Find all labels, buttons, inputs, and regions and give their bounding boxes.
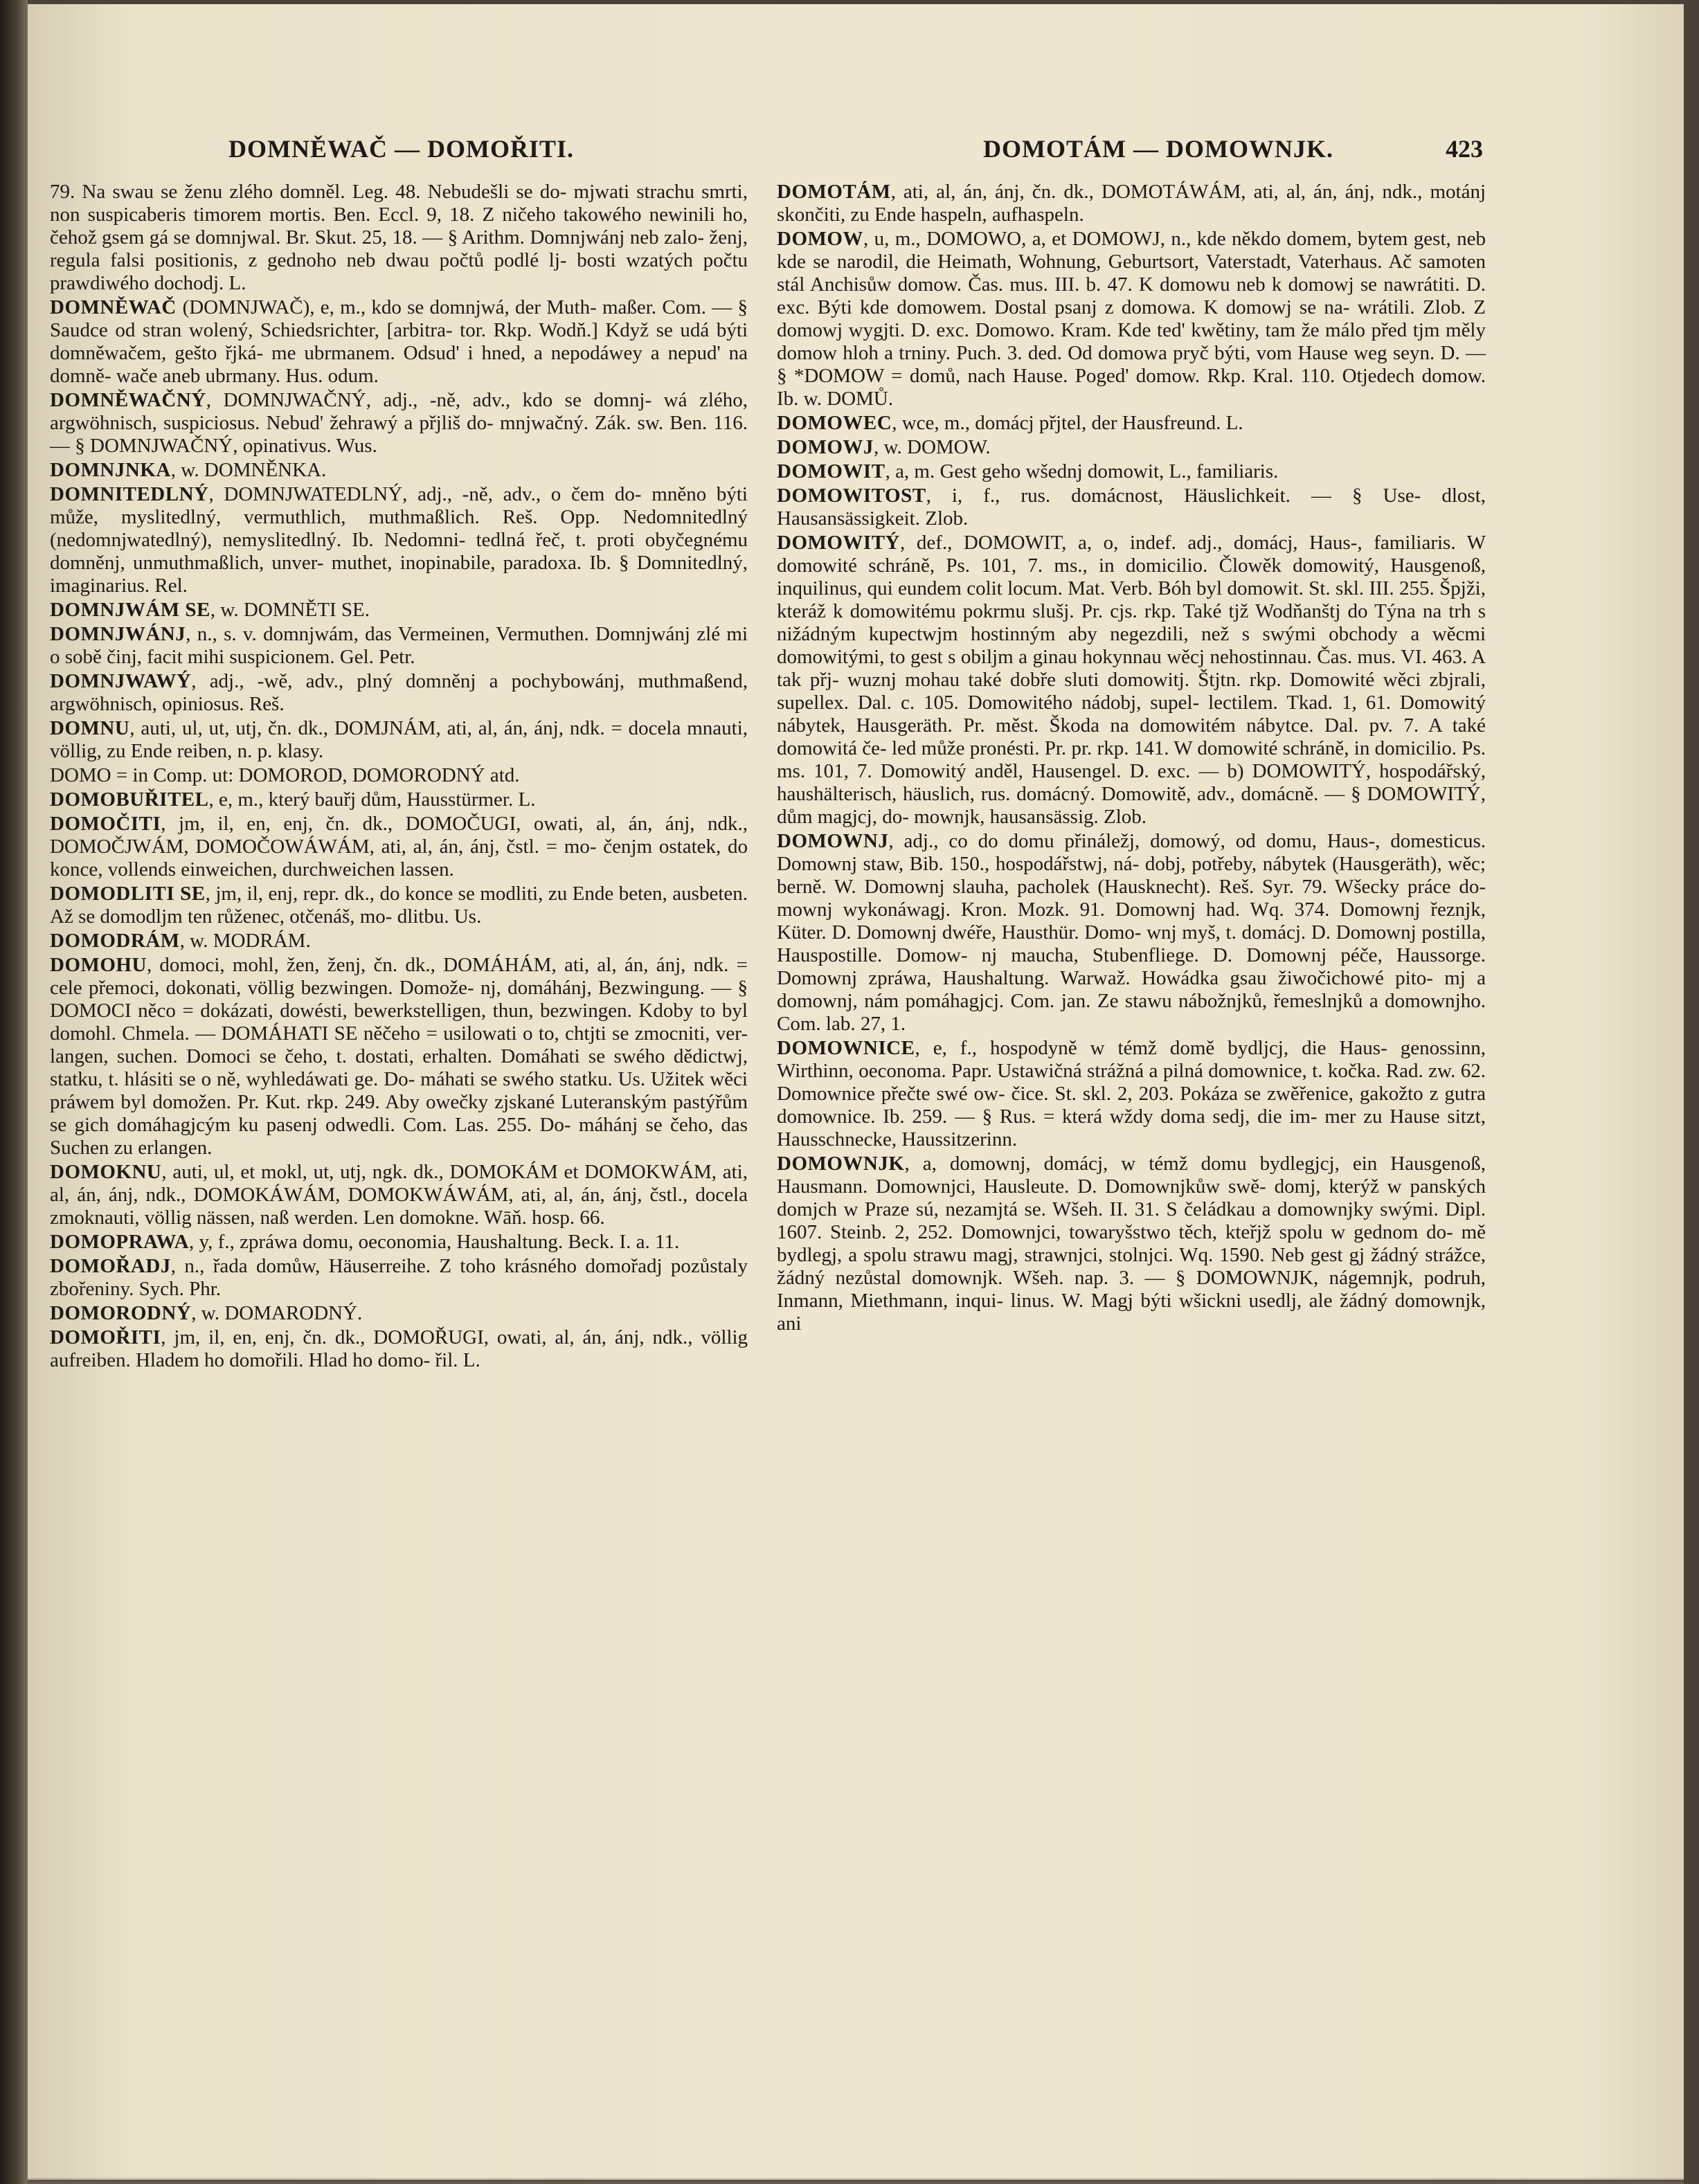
headword: DOMNĚWAČNÝ <box>50 389 206 411</box>
headword: DOMOWJ <box>777 436 874 458</box>
headword: DOMOW <box>777 228 863 250</box>
running-header-right: DOMOTÁM — DOMOWNJK. <box>983 135 1333 163</box>
dictionary-entry: DOMNJWÁM SE, w. DOMNĚTI SE. <box>50 599 370 621</box>
dictionary-entry: DOMOKNU, auti, ul, et mokl, ut, utj, ngk. dk., DOMOKÁM et DOMOKWÁM, ati, al, án, ánj, ndk., DOMOKÁWÁM, DOMOKWÁWÁM, ati, al, án, ánj, čstl., docela zmoknauti, völlig nässen, naß werden. Len domokne. Wāň. hosp. 66. <box>50 1161 748 1229</box>
headword: DOMNITEDLNÝ <box>50 483 209 505</box>
dictionary-entry: DOMOČITI, jm, il, en, enj, čn. dk., DOMOČUGI, owati, al, án, ánj, ndk., DOMOČJWÁM, DOMOČOWÁWÁM, ati, al, án, ánj, čstl. = mo- čenjm ostatek, do konce, vollends einweichen, durchweichen lassen. <box>50 813 748 881</box>
headword: DOMOWITOST <box>777 485 926 507</box>
headword: DOMOBUŘITEL <box>50 788 209 811</box>
dictionary-entry: DOMNITEDLNÝ, DOMNJWATEDLNÝ, adj., -ně, adv., o čem do- mněno býti může, myslitedlný, vermuthlich, muthmaßlich. Reš. Opp. Nedomnitedlný (nedomnjwatedlný), nemyslitedlný. Ib. Nedomni- tedlná řeč, t. proti obyčegnému domněnj, unmuthmaßlich, unver- muthet, inopinabile, paradoxa. Ib. § Domnitedlný, imaginarius. Rel. <box>50 483 748 597</box>
headword: DOMNJWÁNJ <box>50 623 186 645</box>
headword: DOMNĚWAČ <box>50 296 183 318</box>
headword: DOMOŘADJ <box>50 1255 171 1277</box>
dictionary-entry: DOMOWJ, w. DOMOW. <box>777 436 991 458</box>
headword: DOMOČITI <box>50 813 161 835</box>
headword: DOMNJWAWÝ <box>50 670 192 692</box>
dictionary-entry: DOMORODNÝ, w. DOMARODNÝ. <box>50 1302 363 1324</box>
dictionary-entry: DOMOWNICE, e, f., hospodyně w témž domě bydljcj, die Haus- genossinn, Wirthinn, oeconoma. Papr. Ustawičná strážná a pilná domownice, t. kočka. Rad. zw. 62. Domownice přečte swé ow- čice. St. skl. 2, 203. Pokáza se zwěřenice, gakožto z gutra domownice. Ib. 259. — § Rus. = která wždy doma sedj, die im- mer zu Hause sitzt, Hausschnecke, Haussitzerinn. <box>777 1037 1486 1150</box>
running-header-left: DOMNĚWAČ — DOMOŘITI. <box>228 135 575 163</box>
headword: DOMOPRAWA <box>50 1231 190 1253</box>
headword: DOMODRÁM <box>50 930 180 952</box>
dictionary-entry: DOMOWITOST, i, f., rus. domácnost, Häuslichkeit. — § Use- dlost, Hausansässigkeit. Zlob. <box>777 485 1486 530</box>
headword: DOMNU <box>50 717 130 739</box>
headword: DOMOWEC <box>777 412 892 434</box>
dictionary-entry: DOMNJNKA, w. DOMNĚNKA. <box>50 459 327 481</box>
headword: DOMOHU <box>50 954 147 976</box>
dictionary-page <box>28 4 1684 2180</box>
dictionary-entry: DOMOWIT, a, m. Gest geho wšednj domowit, L., familiaris. <box>777 460 1279 482</box>
left-column <box>50 181 748 1373</box>
headword: DOMORODNÝ <box>50 1302 192 1324</box>
dictionary-entry: DOMOŘADJ, n., řada domůw, Häuserreihe. Z toho krásného domořadj pozůstaly zbořeniny. Sych. Phr. <box>50 1255 748 1300</box>
book-spine <box>0 0 28 2184</box>
dictionary-entry: DOMOBUŘITEL, e, m., který bauřj dům, Hausstürmer. L. <box>50 788 536 811</box>
dictionary-entry: DOMNU, auti, ul, ut, utj, čn. dk., DOMJNÁM, ati, al, án, ánj, ndk. = docela mnauti, völlig, zu Ende reiben, n. p. klasy. <box>50 717 748 762</box>
right-column <box>777 181 1486 1337</box>
dictionary-entry: DOMNĚWAČ (DOMNJWAČ), e, m., kdo se domnjwá, der Muth- maßer. Com. — § Saudce od stran wolený, Schiedsrichter, [arbitra- tor. Rkp. Wodň.] Když se udá býti domněwačem, gešto řjká- me ubrmanem. Odsud' i hned, a nepodáwey a nepud' na domně- wače aneb ubrmany. Hus. odum. <box>50 296 748 387</box>
dictionary-entry: DOMNJWAWÝ, adj., -wě, adv., plný domněnj a pochybowánj, muthmaßend, argwöhnisch, opiniosus. Reš. <box>50 670 748 715</box>
headword: DOMOWNICE <box>777 1037 915 1059</box>
dictionary-entry: 79. Na swau se ženu zlého domněl. Leg. 48. Nebudešli se do- mjwati strachu smrti, non suspicaberis timorem mortis. Ben. Eccl. 9, 18. Z ničeho takowého newinili ho, čehož gsem gá se domnjwal. Br. Skut. 25, 18. — § Arithm. Domnjwánj neb zalo- ženj, regula falsi positionis, z gednoho neb dwau počtů podlé lj- bosti wzatých počtu prawdiwého dochodj. L. <box>50 181 748 294</box>
dictionary-entry: DOMOPRAWA, y, f., zpráwa domu, oeconomia, Haushaltung. Beck. I. a. 11. <box>50 1231 680 1253</box>
dictionary-entry: DOMO = in Comp. ut: DOMOROD, DOMORODNÝ atd. <box>50 764 520 786</box>
headword: DOMOTÁM <box>777 181 891 203</box>
dictionary-entry: DOMOTÁM, ati, al, án, ánj, čn. dk., DOMOTÁWÁM, ati, al, án, ánj, ndk., motánj skončiti, zu Ende haspeln, aufhaspeln. <box>777 181 1486 226</box>
dictionary-entry: DOMNĚWAČNÝ, DOMNJWAČNÝ, adj., -ně, adv., kdo se domnj- wá zlého, argwöhnisch, suspiciosus. Nebud' žehrawý a přjliš do- mnjwačný. Zák. sw. Ben. 116. — § DOMNJWAČNÝ, opinativus. Wus. <box>50 389 748 457</box>
headword: DOMODLITI SE <box>50 883 206 905</box>
headword: DOMOWNJ <box>777 830 889 852</box>
page-number: 423 <box>1446 135 1483 163</box>
headword: DOMOWNJK <box>777 1153 905 1175</box>
headword: DOMOWITÝ <box>777 532 900 554</box>
dictionary-entry: DOMOWNJ, adj., co do domu přináležj, domowý, od domu, Haus-, domesticus. Domownj staw, Bib. 150., hospodářstwj, ná- dobj, potřeby, nábytek (Hausgeräth), wěc; berně. W. Domownj slauha, pacholek (Hausknecht). Reš. Syr. 79. Wšecky práce do- mownj wykonáwagj. Kron. Mozk. 91. Domownj had. Wq. 374. Domownj řeznjk, Küter. D. Domownj dwéře, Hausthür. Domo- wnj myš, t. domácj. D. Domownj postilla, Hauspostille. Domow- nj maucha, Stubenfliege. D. Domownj péče, Haussorge. Domownj zpráwa, Haushaltung. Warwaž. Howádka gsau žiwočichowé pito- mj a domownj, nám pomáhagjcj. Com. jan. Ze stawu nábožnjků, řemeslnjků a domownjho. Com. lab. 27, 1. <box>777 830 1486 1035</box>
headword: DOMNJNKA <box>50 459 171 481</box>
headword: DOMOWIT <box>777 460 886 482</box>
headword: DOMOKNU <box>50 1161 162 1183</box>
dictionary-entry: DOMOWEC, wce, m., domácj přjtel, der Hausfreund. L. <box>777 412 1243 434</box>
headword: DOMOŘITI <box>50 1326 161 1348</box>
headword: DOMNJWÁM SE <box>50 599 210 621</box>
dictionary-entry: DOMODRÁM, w. MODRÁM. <box>50 930 311 952</box>
dictionary-entry: DOMOWITÝ, def., DOMOWIT, a, o, indef. adj., domácj, Haus-, familiaris. W domowité schráně, Ps. 101, 7. ms., in domicilio. Člowěk domowitý, Hausgenoß, inquilinus, qui eundem colit locum. Mat. Verb. Bóh byl domowit. St. skl. III. 255. Špjži, kteráž k domowitému pokrmu slušj. Pr. cjs. rkp. Také tjž Wodňanštj do Týna na trh s nižádným kupectwjm hostinným aby negezdili, než s swými obchody a wěcmi domowitými, to gest s obiljm a ginau hokynnau wěcj nehostinnau. Čas. mus. VI. 463. A tak přj- wuznj mohau také dobře sluti domowitj. Štjtn. rkp. Domowité wěci zbjrali, supellex. Dal. c. 105. Domowitého nádobj, supel- lectilem. Tkad. 1, 61. Domowitý nábytek, Hausgeräth. Pr. měst. Škoda na domowitém nábytce. Dal. pv. 7. A také domowitá če- led může pronésti. Pr. pr. rkp. 141. W domowité schráně, in domicilio. Ps. ms. 101, 7. Domowitý anděl, Hausengel. D. exc. — b) DOMOWITÝ, hospodářský, haushälterisch, häuslich, rus. domácný. Domowitě, adv., domácně. — § DOMOWITÝ, dům magjcj, do- mownjk, hausansässig. Zlob. <box>777 532 1486 828</box>
dictionary-entry: DOMOWNJK, a, domownj, domácj, w témž domu bydlegjcj, ein Hausgenoß, Hausmann. Domownjci, Hausleute. D. Domownjkůw swě- domj, kterýž w panských domjch w Praze sú, nezamjtá se. Wšeh. II. 31. S čeládkau a domownjky swými. Dipl. 1607. Steinb. 2, 252. Domownjci, towaryšstwo těch, kteřjž spolu w gednom do- mě bydlegj, a spolu strawu magj, strawnjci, stolnjci. Wq. 1590. Neb gest gj žádný strážce, žádný nezůstal domownjk. Wšeh. nap. 3. — § DOMOWNJK, nágemnjk, podruh, Inmann, Miethmann, inqui- linus. W. Magj býti wšickni usedlj, ale žádný domownjk, ani <box>777 1153 1486 1335</box>
dictionary-entry: DOMOW, u, m., DOMOWO, a, et DOMOWJ, n., kde někdo domem, bytem gest, neb kde se narodil, die Heimath, Wohnung, Geburtsort, Vaterstadt, Vaterhaus. Ač samoten stál Anchisůw domow. Čas. mus. III. b. 47. K domowu neb k domowj se nawrátiti. D. exc. Býti kde domowem. Dostal psanj z domowa. K domowj se na- wrátili. Zlob. Z domowj wygjti. D. exc. Domowo. Kram. Kde ted' kwětiny, tam že málo před tjm měly domow hloh a trniny. Puch. 3. ded. Od domowa pryč býti, vom Hause weg seyn. D. — § *DOMOW = domů, nach Hause. Poged' domow. Rkp. Kral. 110. Otjedech domow. Ib. w. DOMŮ. <box>777 228 1486 410</box>
dictionary-entry: DOMOHU, domoci, mohl, žen, ženj, čn. dk., DOMÁHÁM, ati, al, án, ánj, ndk. = cele přemoci, dokonati, völlig bezwingen. Domože- nj, domáhánj, Bezwingung. — § DOMOCI něco = dokázati, dowésti, bewerkstelligen, thun, bezwingen. Kdoby to byl domohl. Chmela. — DOMÁHATI SE něčeho = usilowati o to, chtjti se zmocniti, ver- langen, suchen. Domoci se čeho, t. dostati, erhalten. Domáhati se swého dědictwj, statku, t. hlásiti se o ně, wyhledáwati ge. Do- máhati se swého statku. Us. Užitek wěci práwem byl domožen. Pr. Kut. rkp. 249. Aby owečky zjskané Luteranským pastýřům se gich domáhagjcým ku pasenj odwedli. Com. Las. 255. Do- máhánj se čeho, das Suchen zu erlangen. <box>50 954 748 1159</box>
dictionary-entry: DOMODLITI SE, jm, il, enj, repr. dk., do konce se modliti, zu Ende beten, ausbeten. Až se domodljm ten růženec, otčenáš, mo- dlitbu. Us. <box>50 883 748 928</box>
dictionary-entry: DOMNJWÁNJ, n., s. v. domnjwám, das Vermeinen, Vermuthen. Domnjwánj zlé mi o sobě činj, facit mihi suspicionem. Gel. Petr. <box>50 623 748 668</box>
page-edge-shadow <box>28 2177 1684 2184</box>
dictionary-entry: DOMOŘITI, jm, il, en, enj, čn. dk., DOMOŘUGI, owati, al, án, ánj, ndk., völlig aufreiben. Hladem ho domořili. Hlad ho domo- řil. L. <box>50 1326 748 1371</box>
